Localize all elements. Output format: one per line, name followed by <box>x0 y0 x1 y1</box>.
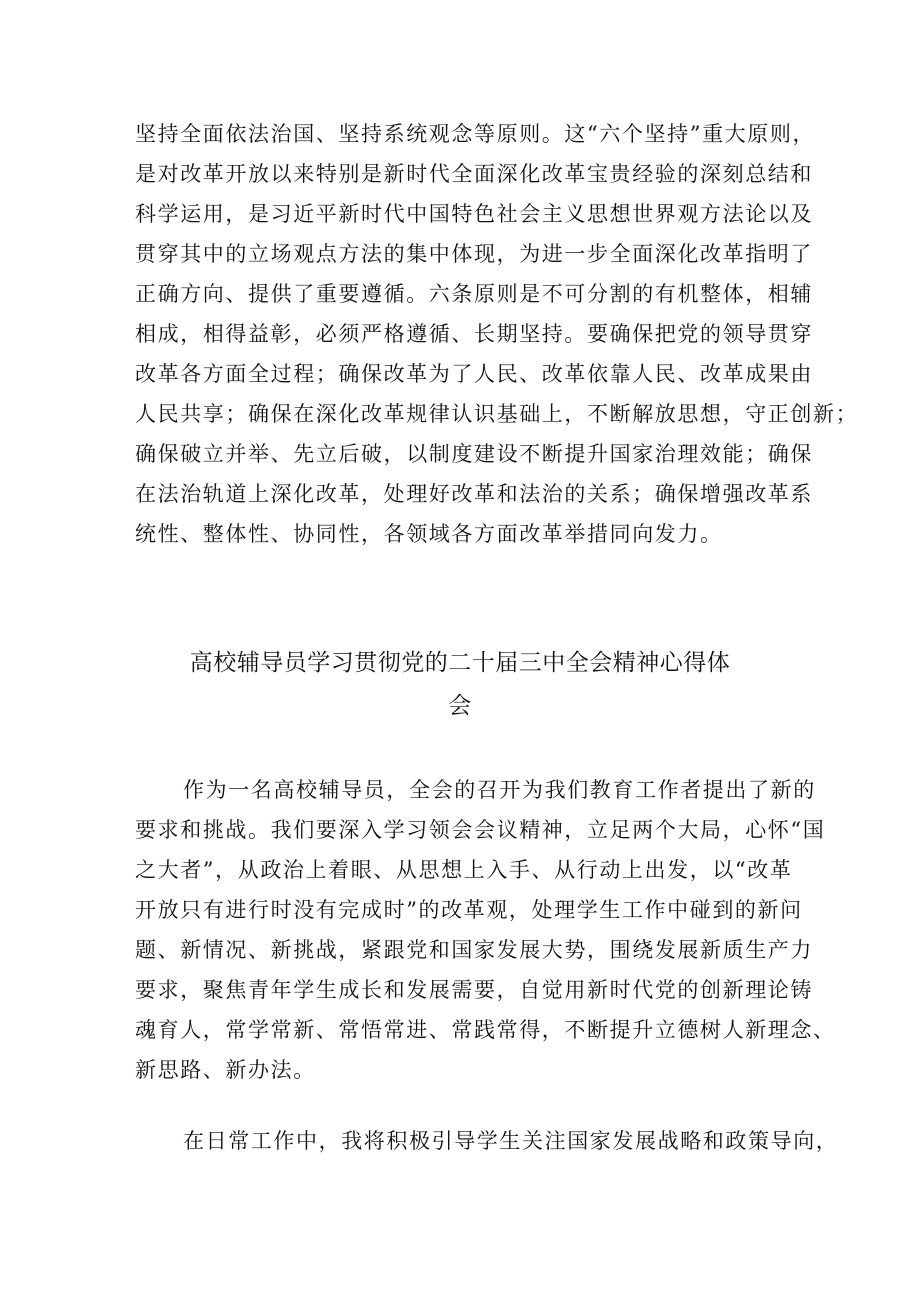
text-line: 改革各方面全过程；确保改革为了人民、改革依靠人民、改革成果由 <box>135 362 813 386</box>
text-line: 魂育人，常学常新、常悟常进、常践常得，不断提升立德树人新理念、 <box>135 1018 836 1042</box>
heading-line: 会 <box>448 693 472 719</box>
text-line: 在法治轨道上深化改革，处理好改革和法治的关系；确保增强改革系 <box>135 482 813 506</box>
text-line: 新思路、新办法。 <box>135 1058 316 1082</box>
text-line: 贯穿其中的立场观点方法的集中体现，为进一步全面深化改革指明了 <box>135 242 813 266</box>
paragraph-principles <box>135 114 859 554</box>
text-line: 确保破立并举、先立后破，以制度建设不断提升国家治理效能；确保 <box>135 442 813 466</box>
paragraph-counselor-intro <box>135 770 836 1090</box>
text-line: 作为一名高校辅导员，全会的召开为我们教育工作者提出了新的 <box>183 778 816 802</box>
text-line: 要求和挑战。我们要深入学习领会会议精神，立足两个大局，心怀“国 <box>135 818 826 842</box>
text-line: 相成，相得益彰，必须严格遵循、长期坚持。要确保把党的领导贯穿 <box>135 322 813 346</box>
section-heading <box>135 642 785 728</box>
text-line: 开放只有进行时没有完成时”的改革观，处理学生工作中碰到的新问 <box>135 898 803 922</box>
text-line: 统性、整体性、协同性，各领域各方面改革举措同向发力。 <box>135 522 723 546</box>
text-line: 要求，聚焦青年学生成长和发展需要，自觉用新时代党的创新理论铸 <box>135 978 813 1002</box>
text-line: 科学运用，是习近平新时代中国特色社会主义思想世界观方法论以及 <box>135 202 813 226</box>
text-line: 是对改革开放以来特别是新时代全面深化改革宝贵经验的深刻总结和 <box>135 162 813 186</box>
paragraph-daily-work <box>135 1121 839 1161</box>
text-line: 之大者”，从政治上着眼、从思想上入手、从行动上出发，以“改革 <box>135 858 793 882</box>
text-line: 正确方向、提供了重要遵循。六条原则是不可分割的有机整体，相辅 <box>135 282 813 306</box>
text-line: 题、新情况、新挑战，紧跟党和国家发展大势，围绕发展新质生产力 <box>135 938 813 962</box>
heading-line: 高校辅导员学习贯彻党的二十届三中全会精神心得体 <box>189 650 731 676</box>
text-line: 人民共享；确保在深化改革规律认识基础上，不断解放思想，守正创新； <box>135 402 859 426</box>
text-line: 在日常工作中，我将积极引导学生关注国家发展战略和政策导向， <box>183 1129 839 1153</box>
text-line: 坚持全面依法治国、坚持系统观念等原则。这“六个坚持”重大原则， <box>135 122 816 146</box>
